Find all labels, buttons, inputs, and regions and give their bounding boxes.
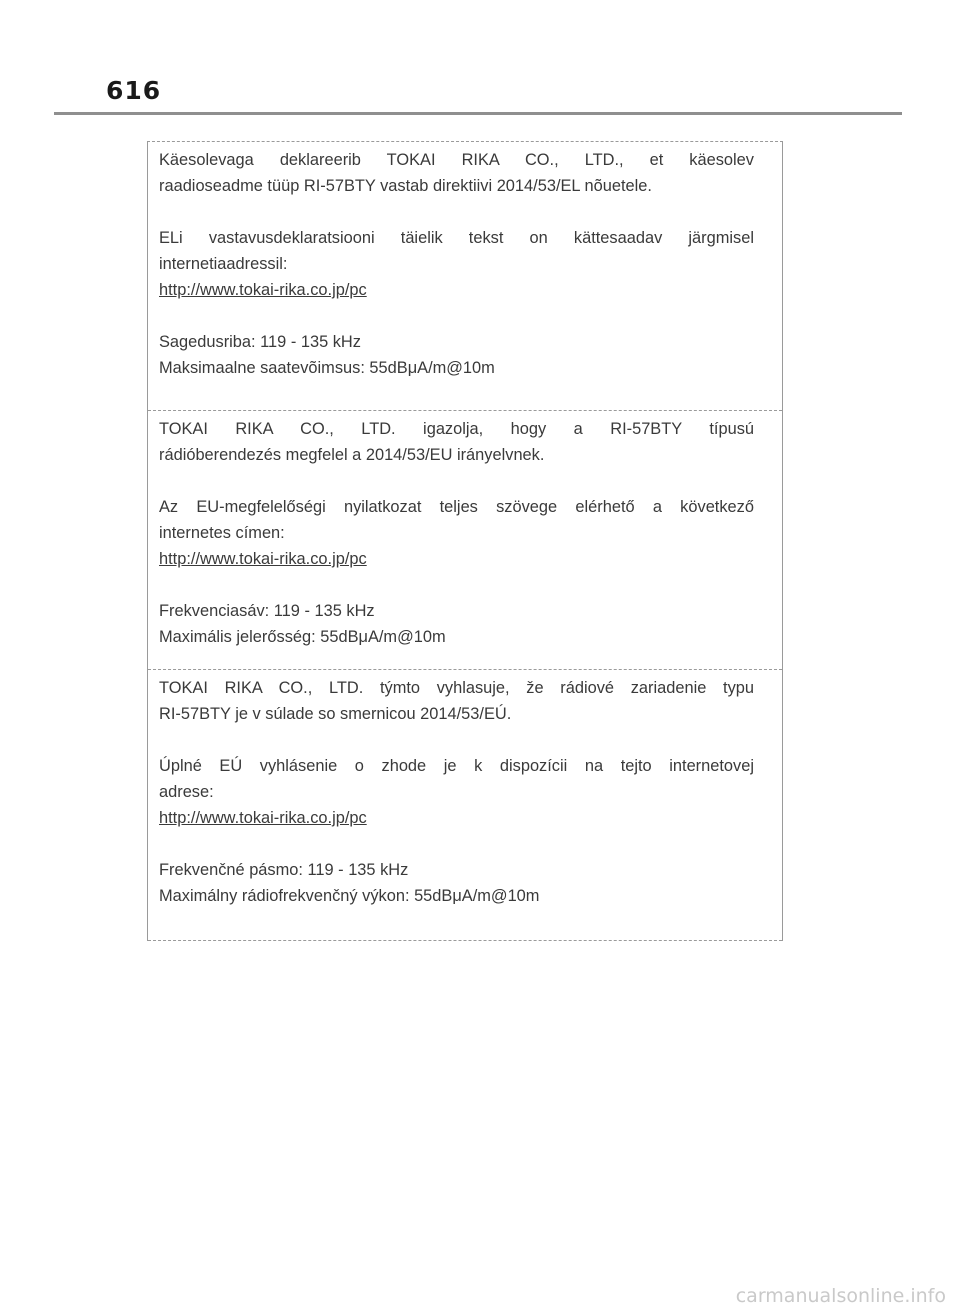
intro-line-1: Käesolevaga deklareerib TOKAI RIKA CO., LTD., et käesolev	[159, 151, 754, 169]
max-power: Maximális jelerősség: 55dBμA/m@10m	[159, 628, 446, 646]
text-line-1: Úplné EÚ vyhlásenie o zhode je k dispozícii na tejto internetovej	[159, 757, 754, 775]
footer-watermark: carmanualsonline.info	[735, 1285, 946, 1307]
text-line-2: internetes címen:	[159, 524, 285, 542]
intro-line-2: rádióberendezés megfelel a 2014/53/EU irányelvnek.	[159, 446, 545, 464]
intro-line-2: raadioseadme tüüp RI-57BTY vastab direktiivi 2014/53/EL nõuetele.	[159, 177, 652, 195]
text-line-2: adrese:	[159, 783, 214, 801]
frequency-band: Sagedusriba: 119 - 135 kHz	[159, 333, 361, 351]
declaration-box	[147, 141, 783, 941]
intro-line-2: RI-57BTY je v súlade so smernicou 2014/53/EÚ.	[159, 705, 512, 723]
max-power: Maximálny rádiofrekvenčný výkon: 55dBμA/m@10m	[159, 887, 540, 905]
declaration-link[interactable]: http://www.tokai-rika.co.jp/pc	[159, 281, 367, 299]
text-line-2: internetiaadressil:	[159, 255, 288, 273]
text-line-1: ELi vastavusdeklaratsiooni täielik tekst on kättesaadav järgmisel	[159, 229, 754, 247]
frequency-band: Frekvenčné pásmo: 119 - 135 kHz	[159, 861, 409, 879]
declaration-link[interactable]: http://www.tokai-rika.co.jp/pc	[159, 550, 367, 568]
header-rule	[54, 112, 902, 115]
declaration-section-estonian	[148, 142, 782, 411]
max-power: Maksimaalne saatevõimsus: 55dBμA/m@10m	[159, 359, 495, 377]
frequency-band: Frekvenciasáv: 119 - 135 kHz	[159, 602, 375, 620]
declaration-section-slovak	[148, 670, 782, 941]
intro-line-1: TOKAI RIKA CO., LTD. týmto vyhlasuje, že rádiové zariadenie typu	[159, 679, 754, 697]
page-number: 616	[106, 76, 162, 105]
intro-line-1: TOKAI RIKA CO., LTD. igazolja, hogy a RI-57BTY típusú	[159, 420, 754, 438]
declaration-link[interactable]: http://www.tokai-rika.co.jp/pc	[159, 809, 367, 827]
text-line-1: Az EU-megfelelőségi nyilatkozat teljes szövege elérhető a következő	[159, 498, 754, 516]
declaration-section-hungarian	[148, 411, 782, 670]
